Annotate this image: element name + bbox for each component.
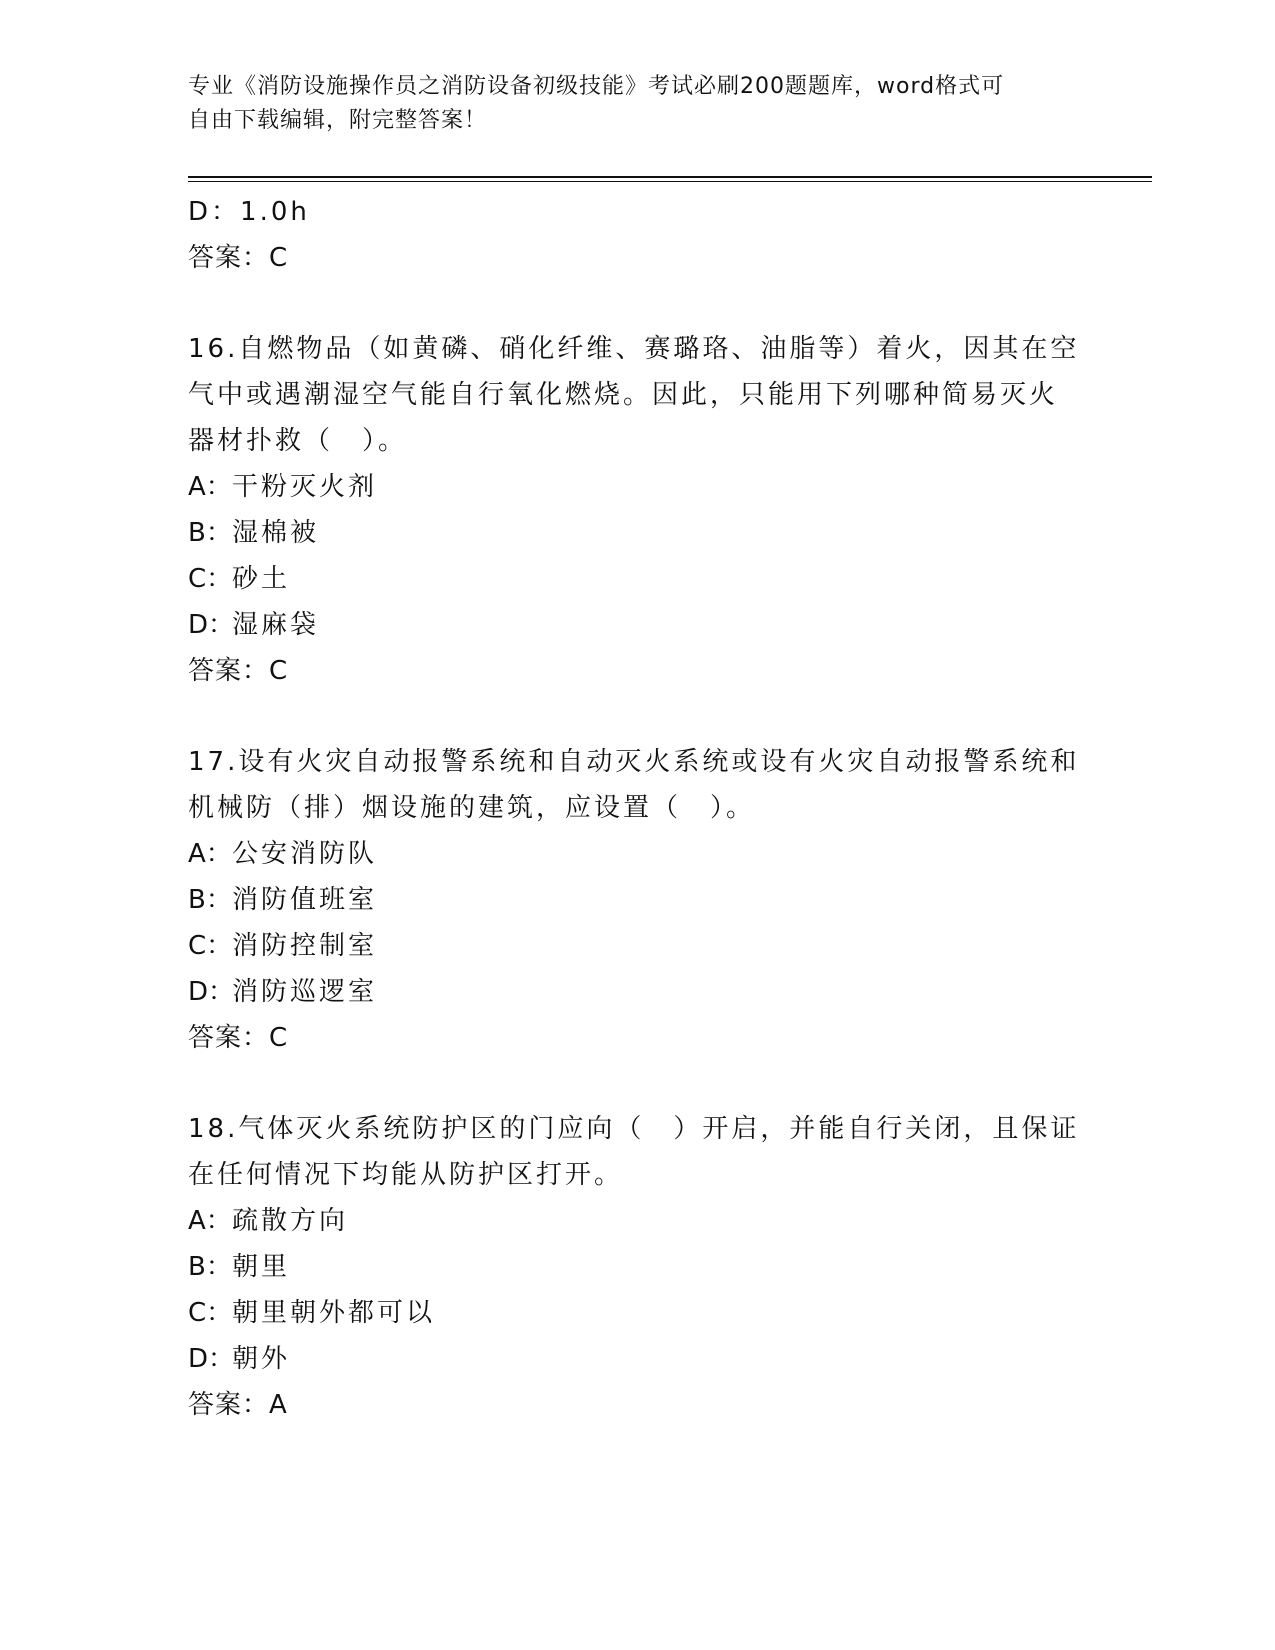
option-b: [188, 1244, 1088, 1290]
option-c: [188, 556, 1088, 602]
option-text: 朝外: [232, 1344, 291, 1374]
header-line-1: 专业《消防设施操作员之消防设备初级技能》考试必刷200题题库，word格式可: [188, 74, 1005, 99]
question-stem-line: 机械防（排）烟设施的建筑，应设置（ ）。: [188, 793, 756, 823]
option-letter: D：: [188, 1344, 235, 1374]
question-list: [188, 189, 1088, 1428]
option-text: 湿麻袋: [232, 610, 320, 640]
option-d: [188, 969, 1088, 1015]
option-d: [188, 602, 1088, 648]
header-line-2: 自由下载编辑，附完整答案！: [188, 108, 488, 133]
option-d: D：1.0h: [188, 197, 310, 227]
option-letter: A：: [188, 1206, 232, 1236]
question-17: [188, 739, 1088, 1061]
option-letter: B：: [188, 518, 232, 548]
header-rule-thin: [188, 181, 1152, 182]
question-16: [188, 326, 1088, 694]
option-text: 消防控制室: [232, 931, 378, 961]
header-rule-thick: [188, 176, 1152, 178]
option-letter: B：: [188, 1252, 232, 1282]
option-a: [188, 831, 1088, 877]
option-c: [188, 923, 1088, 969]
option-a: [188, 464, 1088, 510]
option-a: [188, 1198, 1088, 1244]
answer-line: 答案：C: [188, 243, 289, 273]
option-text: 朝里朝外都可以: [232, 1298, 436, 1328]
option-letter: C：: [188, 1298, 233, 1328]
option-text: 疏散方向: [232, 1206, 349, 1236]
previous-question-tail: [188, 189, 1088, 281]
option-letter: C：: [188, 564, 233, 594]
page-header: [188, 70, 1068, 138]
spacer: [188, 694, 1088, 739]
option-text: 消防值班室: [232, 885, 378, 915]
option-d: [188, 1336, 1088, 1382]
option-text: 朝里: [232, 1252, 291, 1282]
option-letter: D：: [188, 977, 235, 1007]
question-18: [188, 1106, 1088, 1428]
option-text: 湿棉被: [232, 518, 320, 548]
question-stem-line: 16.自燃物品（如黄磷、硝化纤维、赛璐珞、油脂等）着火，因其在空: [188, 334, 1080, 364]
question-stem-line: 气中或遇潮湿空气能自行氧化燃烧。因此，只能用下列哪种简易灭火: [188, 380, 1059, 410]
option-letter: C：: [188, 931, 233, 961]
option-text: 公安消防队: [232, 839, 378, 869]
spacer: [188, 1061, 1088, 1106]
option-letter: D：: [188, 610, 235, 640]
answer-line: 答案：C: [188, 1023, 289, 1053]
answer-line: 答案：A: [188, 1390, 288, 1420]
option-b: [188, 877, 1088, 923]
option-text: 干粉灭火剂: [232, 472, 378, 502]
answer-line: 答案：C: [188, 656, 289, 686]
option-letter: A：: [188, 472, 232, 502]
option-letter: A：: [188, 839, 232, 869]
spacer: [188, 281, 1088, 326]
option-text: 砂土: [232, 564, 291, 594]
question-stem-line: 在任何情况下均能从防护区打开。: [188, 1160, 624, 1190]
option-text: 消防巡逻室: [232, 977, 378, 1007]
question-stem-line: 17.设有火灾自动报警系统和自动灭火系统或设有火灾自动报警系统和: [188, 747, 1080, 777]
option-c: [188, 1290, 1088, 1336]
option-b: [188, 510, 1088, 556]
question-stem-line: 18.气体灭火系统防护区的门应向（ ）开启，并能自行关闭，且保证: [188, 1114, 1080, 1144]
option-letter: B：: [188, 885, 232, 915]
question-stem-line: 器材扑救（ ）。: [188, 426, 408, 456]
